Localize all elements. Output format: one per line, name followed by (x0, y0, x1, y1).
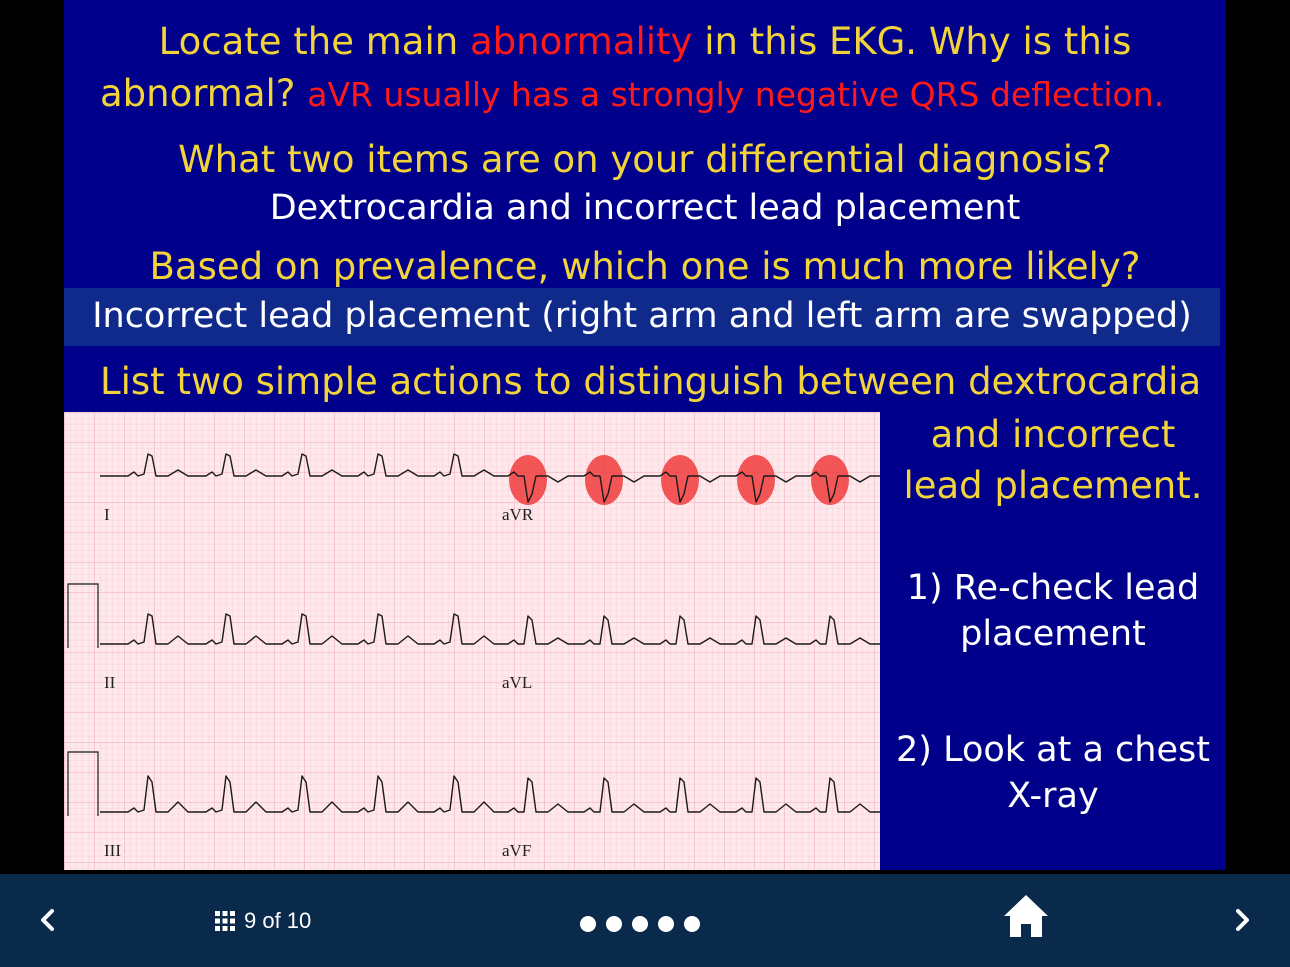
action-2-line-1: 2) Look at a chest (896, 730, 1210, 770)
page-dots (580, 916, 710, 932)
action-1-line-1: 1) Re-check lead (906, 568, 1200, 608)
home-icon (1000, 892, 1052, 940)
slide-grid-button[interactable] (214, 906, 311, 936)
lead-label-aVR: aVR (502, 505, 534, 524)
chevron-left-icon (28, 900, 68, 940)
question-1-text-cont: in this EKG. Why is this (692, 20, 1132, 63)
lead-label-I: I (104, 505, 110, 524)
page-dot[interactable] (658, 916, 674, 932)
ekg-image (64, 412, 880, 870)
question-2: What two items are on your differential diagnosis? (178, 138, 1112, 181)
question-4-line-2: and incorrect (930, 413, 1176, 456)
action-1 (880, 565, 1226, 657)
action-1-line-2: placement (960, 614, 1146, 654)
question-1-text-end: abnormal? (100, 72, 296, 115)
abnormality-highlight: abnormality (469, 20, 693, 63)
lead-label-II: II (104, 673, 116, 692)
previous-button[interactable] (28, 900, 68, 940)
navigation-bar (0, 874, 1290, 967)
action-2-line-2: X-ray (1007, 776, 1099, 816)
lead-label-aVL: aVL (502, 673, 533, 692)
slide (64, 0, 1226, 870)
page-dot[interactable] (632, 916, 648, 932)
question-1-line-2 (100, 72, 1164, 115)
home-button[interactable] (1000, 892, 1052, 940)
question-4-line-1: List two simple actions to distinguish between dextrocardia (100, 360, 1202, 403)
lead-label-III: III (104, 841, 121, 860)
grid-icon (214, 910, 236, 932)
next-button[interactable] (1222, 900, 1262, 940)
page-indicator: 9 of 10 (244, 908, 312, 933)
question-1-line-1 (64, 20, 1226, 63)
lead-label-aVF: aVF (502, 841, 532, 860)
question-4-line-3: lead placement. (903, 464, 1203, 507)
ekg-tracing (64, 412, 880, 870)
answer-1: aVR usually has a strongly negative QRS deflection. (307, 75, 1165, 114)
answer-3: Incorrect lead placement (right arm and left arm are swapped) (92, 296, 1192, 336)
page-dot[interactable] (580, 916, 596, 932)
chevron-right-icon (1222, 900, 1262, 940)
page-dot[interactable] (606, 916, 622, 932)
question-1-text: Locate the main (158, 20, 470, 63)
answer-2: Dextrocardia and incorrect lead placement (269, 188, 1021, 228)
action-2 (880, 727, 1226, 819)
page-dot[interactable] (684, 916, 700, 932)
question-3: Based on prevalence, which one is much more likely? (149, 245, 1141, 288)
